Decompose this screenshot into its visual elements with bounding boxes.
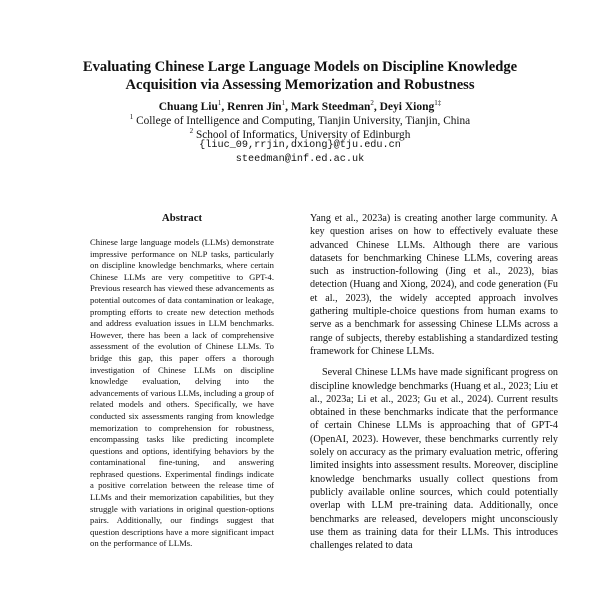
author-affil-mark: 1 — [217, 99, 222, 107]
author-name: Renren Jin — [227, 100, 282, 113]
author: Chuang Liu$^1$, — [158, 99, 228, 113]
affiliation-mark: 1 — [129, 113, 134, 121]
affiliation-text: School of Informatics, University of Edinburgh — [195, 128, 411, 141]
body-paragraph: Yang et al., 2023a) is creating another large community. A key question arises on how to effectively evaluate these advanced Chinese LLMs. Although there are various datasets for benchmarking Chinese LLMs, covering areas such as instruction-following (Jing et al., 2023), bias detection (Huang and Xiong, 2024), and code generation (Fu et al., 2023), the widely accepted approach involves gathering multiple-choice questions from human exams to serve as a benchmark for assessing Chinese LLMs across a range of subjects, thereby establishing a standardized testing framework for Chinese LLMs. — [310, 213, 558, 357]
author-name: Deyi Xiong — [379, 100, 435, 113]
body-column-right — [310, 212, 558, 552]
affiliation-mark: 2 — [189, 127, 194, 135]
author-name: Mark Steedman — [290, 100, 371, 113]
author: Renren Jin$^1$, — [227, 99, 291, 113]
author-name: Chuang Liu — [158, 100, 218, 113]
abstract-heading: Abstract — [161, 212, 203, 224]
affiliation-text: College of Intelligence and Computing, Tianjin University, Tianjin, China — [136, 114, 471, 127]
author-affil-mark: 1 — [281, 99, 286, 107]
paper-title — [40, 58, 560, 94]
title-line-2: Acquisition via Assessing Memorization and Robustness — [125, 77, 475, 93]
email-line-2[interactable]: steedman@inf.ed.ac.uk — [235, 154, 365, 165]
abstract-text: Chinese large language models (LLMs) demonstrate impressive performance on NLP tasks, particularly on discipline knowledge benchmarks, where certain Chinese LLMs are very competitive to GPT-4. Previous research has viewed these advancements as potential outcomes of data contamination or leakage, prompting efforts to create new detection methods and address evaluation issues in LLM benchmarks. However, there has been a lack of comprehensive assessment of the evolution of Chinese LLMs. To bridge this gap, this paper offers a thorough investigation of Chinese LLMs on discipline knowledge evaluation, delving into the advancements of various LLMs, including a group of related models and others. Specifically, we have conducted six assessments ranging from knowledge memorization to comprehension for robustness, encompassing tasks like predicting incomplete questions and options, identifying behaviors by the contaminational fine-tuning, and answering rephrased questions. Experimental findings indicate a positive correlation between the release time of LLMs and their memorization capabilities, but they struggle with variations in original question-options pairs. Additionally, our findings suggest that question descriptions have a more significant impact on the performance of LLMs. — [90, 237, 274, 549]
body-paragraph: Several Chinese LLMs have made significant progress on discipline knowledge benchmarks (Huang et al., 2023; Liu et al., 2023a; Li et al., 2023; Gu et al., 2024). Current results obtained in these benchmarks indicate that the performance of certain Chinese LLMs is approaching that of GPT-4 (OpenAI, 2023). However, these benchmarks currently rely solely on accuracy as the primary evaluation metric, offering limited insights into assessment results. Moreover, discipline knowledge benchmarks usually collect questions from publicly available online sources, which could potentially overlap with LLM pre-training data. Additionally, once benchmarks are released, developers might unconsciously use them as training data for their LLMs. This introduces challenges related to data — [310, 367, 558, 552]
author: Mark Steedman$^2$, — [290, 99, 380, 113]
author-affil-mark: 2 — [370, 99, 374, 107]
email-line-1[interactable]: {liuc_09,rrjin,dxiong}@tju.edu.cn — [199, 140, 401, 151]
title-line-1: Evaluating Chinese Large Language Models on Discipline Knowledge — [82, 59, 518, 75]
author-affil-mark: 1‡ — [434, 99, 442, 107]
